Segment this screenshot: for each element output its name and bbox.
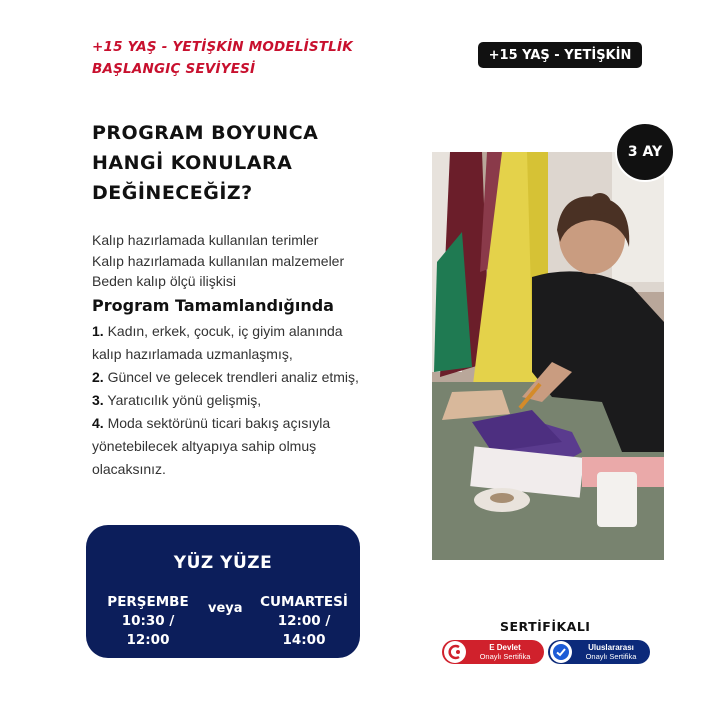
schedule-option-1 (100, 593, 196, 650)
check-badge-icon (550, 641, 572, 663)
schedule-connector: veya (208, 601, 243, 616)
day-label: CUMARTESİ (260, 594, 348, 610)
heading-line-2: HANGİ KONULARA (92, 152, 293, 174)
title-line-1: +15 YAŞ - YETİŞKİN MODELİSTLİK (92, 39, 353, 55)
outcomes-list (92, 320, 402, 481)
topic-item: Beden kalıp ölçü ilişkisi (92, 273, 236, 289)
outcome-text: Yaratıcılık yönü gelişmiş, (103, 392, 262, 408)
page-title (92, 36, 353, 80)
outcome-number: 3. (92, 392, 104, 408)
certificate-text (466, 643, 544, 661)
schedule-option-2 (254, 593, 354, 650)
tailor-illustration (432, 152, 664, 560)
outcome-text: Güncel ve gelecek trendleri analiz etmiş, (103, 369, 359, 385)
edevlet-logo-icon (444, 641, 466, 663)
time-label: 12:00 / 14:00 (277, 613, 331, 648)
certificates-title: SERTİFİKALI (500, 619, 591, 634)
outcome-text: kalıp hazırlamada uzmanlaşmış, (92, 346, 293, 362)
title-line-2: BAŞLANGIÇ SEVİYESİ (92, 61, 256, 77)
certificate-bold: Uluslararası (588, 643, 634, 652)
certificate-label: Onaylı Sertifika (479, 652, 531, 661)
schedule-card (86, 525, 360, 658)
certificate-text (572, 643, 650, 661)
schedule-title: YÜZ YÜZE (173, 553, 273, 573)
topic-item: Kalıp hazırlamada kullanılan terimler (92, 232, 319, 248)
topic-item: Kalıp hazırlamada kullanılan malzemeler (92, 252, 345, 269)
outcome-text: Moda sektörünü ticari bakış açısıyla (103, 415, 331, 431)
edevlet-certificate-badge (442, 640, 544, 664)
certificate-label: Onaylı Sertifika (585, 652, 637, 661)
duration-badge: 3 AY (615, 122, 675, 182)
outcome-text: yönetebilecek altyapıya sahip olmuş (92, 438, 317, 454)
outcome-item (92, 320, 402, 343)
outcome-text: Kadın, erkek, çocuk, iç giyim alanında (103, 323, 343, 339)
outcome-number: 2. (92, 369, 104, 385)
day-label: PERŞEMBE (107, 594, 189, 610)
heading-line-1: PROGRAM BOYUNCA (92, 122, 319, 144)
outcome-item (92, 389, 402, 412)
heading-line-3: DEĞİNECEĞİZ? (92, 182, 253, 204)
workshop-photo (432, 152, 664, 560)
outcome-number: 1. (92, 323, 104, 339)
outcome-number: 4. (92, 415, 104, 431)
certificate-bold: E Devlet (489, 643, 521, 652)
international-certificate-badge (548, 640, 650, 664)
outcome-item (92, 412, 402, 435)
outcome-item (92, 366, 402, 389)
section-heading (92, 118, 318, 208)
topic-list (92, 230, 344, 292)
outcomes-heading: Program Tamamlandığında (92, 296, 334, 315)
age-badge: +15 YAŞ - YETİŞKİN (478, 42, 642, 68)
time-label: 10:30 / 12:00 (121, 613, 175, 648)
outcome-text: olacaksınız. (92, 461, 166, 477)
